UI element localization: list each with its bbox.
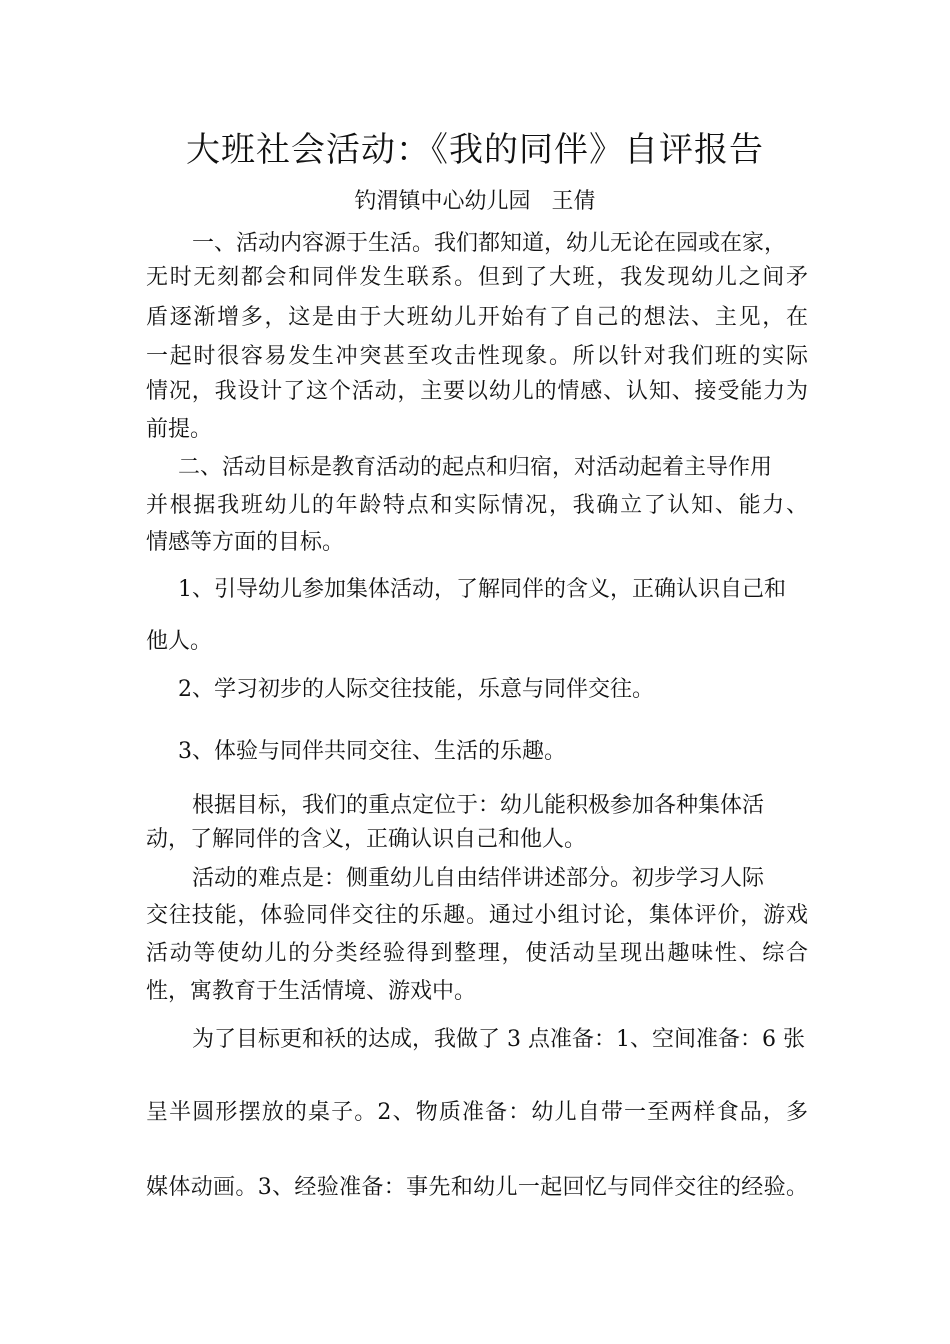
paragraph-line: 交往技能，体验同伴交往的乐趣。通过小组讨论，集体评价，游戏 [146, 903, 808, 928]
paragraph-line: 无时无刻都会和同伴发生联系。但到了大班，我发现幼儿之间矛 [146, 265, 808, 290]
paragraph-line: 为了目标更和袄的达成，我做了 3 点准备：1、空间准备：6 张 [192, 1027, 805, 1052]
objective-item: 他人。 [146, 629, 213, 654]
paragraph-line: 一、活动内容源于生活。我们都知道，幼儿无论在园或在家， [192, 231, 787, 256]
document-title: 大班社会活动：《我的同伴》自评报告 [186, 130, 764, 170]
objective-item: 3、体验与同伴共同交往、生活的乐趣。 [178, 739, 566, 764]
paragraph-line: 一起时很容易发生冲突甚至攻击性现象。所以针对我们班的实际 [146, 344, 808, 369]
paragraph-line: 性，寓教育于生活情境、游戏中。 [146, 979, 477, 1004]
paragraph-line: 前提。 [146, 417, 213, 442]
paragraph-line: 二、活动目标是教育活动的起点和归宿，对活动起着主导作用 [178, 455, 773, 480]
paragraph-line: 活动等使幼儿的分类经验得到整理，使活动呈现出趣味性、综合 [146, 941, 808, 966]
objective-item: 2、学习初步的人际交往技能，乐意与同伴交往。 [178, 677, 654, 702]
paragraph-line: 活动的难点是：侧重幼儿自由结伴讲述部分。初步学习人际 [192, 866, 765, 891]
paragraph-line: 呈半圆形摆放的桌子。2、物质准备：幼儿自带一至两样食品，多 [146, 1100, 808, 1125]
paragraph-line: 动，了解同伴的含义，正确认识自己和他人。 [146, 827, 587, 852]
paragraph-line: 媒体动画。3、经验准备：事先和幼儿一起回忆与同伴交往的经验。 [146, 1175, 808, 1200]
paragraph-line: 根据目标，我们的重点定位于：幼儿能积极参加各种集体活 [192, 793, 765, 818]
paragraph-line: 情感等方面的目标。 [146, 530, 345, 555]
paragraph-line: 情况，我设计了这个活动，主要以幼儿的情感、认知、接受能力为 [146, 379, 808, 404]
paragraph-line: 盾逐渐增多，这是由于大班幼儿开始有了自己的想法、主见，在 [146, 305, 808, 330]
author-line: 钓渭镇中心幼儿园 王倩 [354, 189, 596, 214]
objective-item: 1、引导幼儿参加集体活动，了解同伴的含义，正确认识自己和 [178, 577, 786, 602]
paragraph-line: 并根据我班幼儿的年龄特点和实际情况，我确立了认知、能力、 [146, 493, 808, 518]
